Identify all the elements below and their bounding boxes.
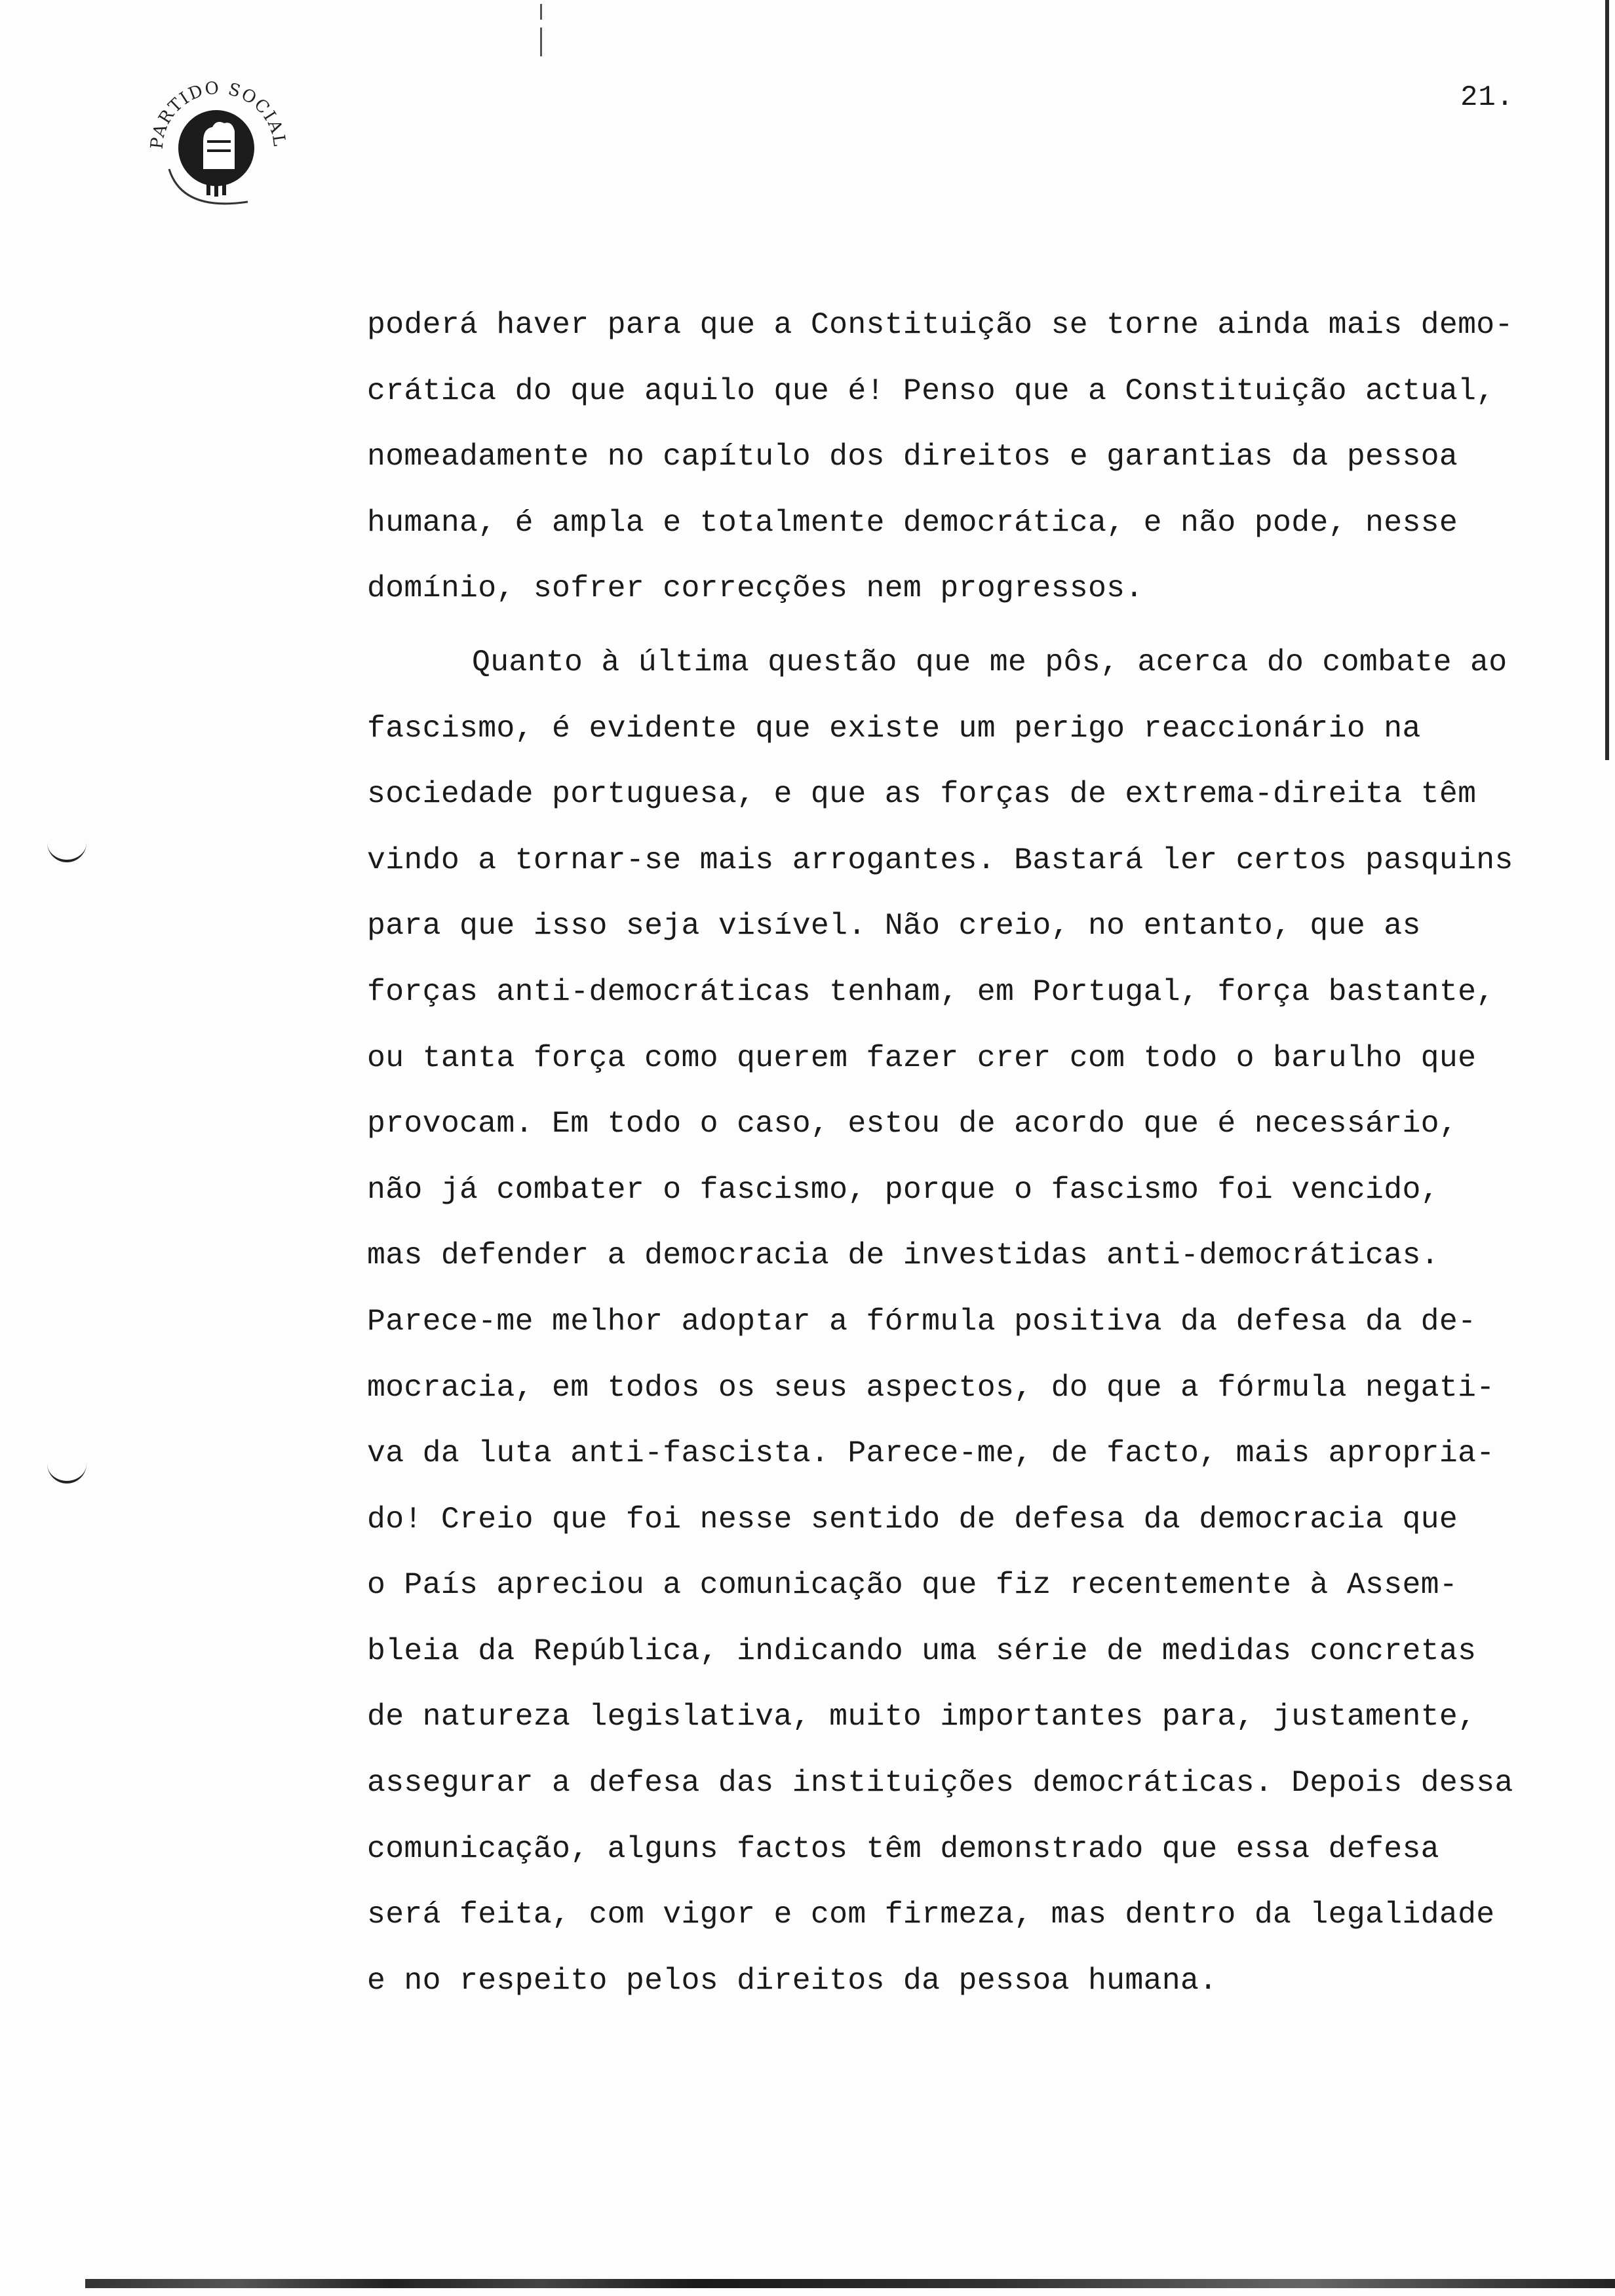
text-line: assegurar a defesa das instituições democráticas. Depois dessa (367, 1765, 1513, 1801)
text-line: mas defender a democracia de investidas anti-democráticas. (367, 1238, 1439, 1273)
text-line: fascismo, é evidente que existe um perigo reaccionário na (367, 710, 1421, 746)
text-line: ou tanta força como querem fazer crer com todo o barulho que (367, 1040, 1477, 1075)
margin-bracket-mark (47, 840, 87, 862)
page-number: 21. (1460, 81, 1515, 114)
text-line: bleia da República, indicando uma série de medidas concretas (367, 1633, 1477, 1668)
party-seal-logo (143, 71, 294, 221)
text-line: poderá haver para que a Constituição se torne ainda mais demo- (367, 307, 1513, 342)
scan-mark (540, 4, 542, 56)
text-line: o País apreciou a comunicação que fiz recentemente à Assem- (367, 1567, 1458, 1603)
paragraph-1 (367, 292, 1599, 622)
text-line: não já combater o fascismo, porque o fascismo foi vencido, (367, 1172, 1439, 1207)
text-line: para que isso seja visível. Não creio, no entanto, que as (367, 908, 1421, 944)
text-line: humana, é ampla e totalmente democrática, e não pode, nesse (367, 505, 1458, 540)
text-line: nomeadamente no capítulo dos direitos e garantias da pessoa (367, 439, 1458, 474)
text-line: e no respeito pelos direitos da pessoa humana. (367, 1962, 1218, 1998)
text-line: forças anti-democráticas tenham, em Portugal, força bastante, (367, 974, 1495, 1009)
scan-bottom-edge (85, 2279, 1615, 2288)
text-line: Quanto à última questão que me pôs, acerca do combate ao (472, 644, 1508, 679)
paragraph-2 (367, 630, 1599, 2014)
margin-bracket-mark (47, 1461, 87, 1483)
text-line: mocracia, em todos os seus aspectos, do que a fórmula negati- (367, 1369, 1495, 1405)
text-line: va da luta anti-fascista. Parece-me, de facto, mais apropria- (367, 1436, 1495, 1471)
text-line: crática do que aquilo que é! Penso que a Constituição actual, (367, 373, 1495, 408)
text-line: domínio, sofrer correcções nem progressos. (367, 571, 1144, 606)
text-line: sociedade portuguesa, e que as forças de extrema-direita têm (367, 776, 1477, 812)
raised-fist-rose-icon (143, 71, 294, 221)
text-line: provocam. Em todo o caso, estou de acordo que é necessário, (367, 1106, 1458, 1141)
text-line: comunicação, alguns factos têm demonstrado que essa defesa (367, 1831, 1439, 1866)
svg-text:PARTIDO SOCIALISTA: PARTIDO SOCIAL (147, 78, 290, 150)
text-line: Parece-me melhor adoptar a fórmula positiva da defesa da de- (367, 1303, 1477, 1339)
body-text (367, 292, 1599, 2014)
text-line: será feita, com vigor e com firmeza, mas dentro da legalidade (367, 1897, 1495, 1932)
text-line: vindo a tornar-se mais arrogantes. Bastará ler certos pasquins (367, 842, 1513, 877)
text-line: de natureza legislativa, muito importantes para, justamente, (367, 1699, 1477, 1734)
text-line: do! Creio que foi nesse sentido de defesa da democracia que (367, 1501, 1458, 1537)
scan-edge-line (1605, 0, 1609, 760)
